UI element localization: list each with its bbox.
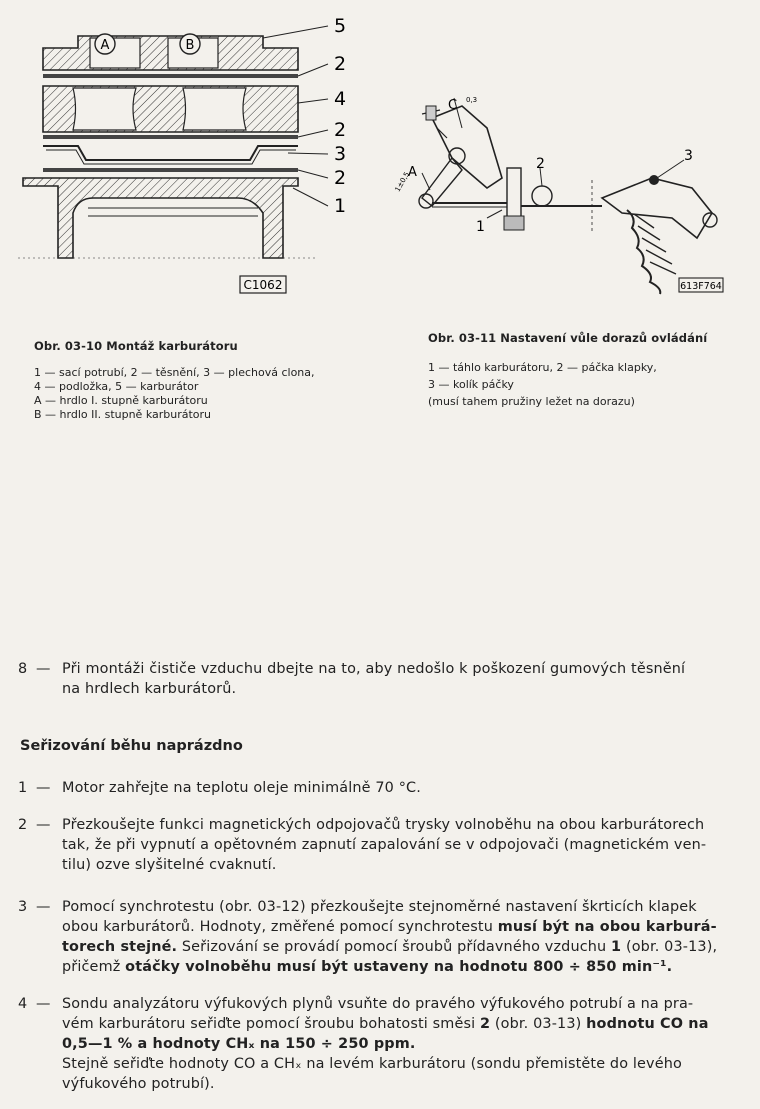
caption1-line: B — hrdlo II. stupně karburátoru [34, 408, 212, 421]
figure-carburetor-assembly [18, 8, 358, 300]
section-title: Seřizování běhu naprázdno [20, 738, 243, 754]
step-line [62, 1034, 758, 1054]
text-run: (obr. 03-13) [490, 1016, 587, 1032]
item-8 [18, 659, 748, 701]
step-line: Pomocí synchrotestu (obr. 03-12) přezkoušejte stejnoměrné nastavení škrticích klapek [62, 899, 697, 915]
callout-2c: 2 [334, 167, 347, 189]
callout-3: 3 [684, 148, 693, 164]
dim-side: 1±0,5 [393, 170, 412, 194]
callout-1: 1 [334, 195, 347, 217]
caption2-line: 3 — kolík páčky [428, 378, 514, 391]
caption2-line: 1 — táhlo karburátoru, 2 — páčka klapky, [428, 361, 657, 374]
linkage-drawing [392, 88, 732, 300]
caption2-line: (musí tahem pružiny ležet na dorazu) [428, 395, 635, 408]
step-text [62, 897, 758, 977]
callout-4: 4 [334, 88, 347, 110]
step-line: Sondu analyzátoru výfukových plynů vsuňte do pravého výfukového potrubí a na pra- [62, 996, 694, 1012]
item-text [62, 659, 758, 699]
figure-linkage-adjustment [392, 88, 732, 300]
step-text [62, 778, 758, 798]
caption2-title: Obr. 03-11 Nastavení vůle dorazů ovládání [428, 331, 708, 345]
step-line: výfukového potrubí). [62, 1076, 215, 1092]
figure1-code: C1062 [243, 278, 283, 292]
bold-run: 1 [611, 939, 622, 955]
callout-5: 5 [334, 15, 347, 37]
item-line: na hrdlech karburátorů. [62, 681, 237, 697]
step-line [62, 957, 758, 977]
caption1-body [34, 366, 315, 422]
callout-1: 1 [476, 219, 485, 235]
step-dash: — [36, 780, 51, 796]
callout-2a: 2 [334, 53, 347, 75]
step-line: Motor zahřejte na teplotu oleje minimálně 70 °C. [62, 780, 421, 796]
step-3 [18, 897, 748, 979]
bold-run: torech stejné. [62, 939, 178, 955]
caption1-line: 1 — sací potrubí, 2 — těsnění, 3 — plechová clona, [34, 366, 315, 379]
callout-2b: 2 [334, 119, 347, 141]
caption1-line: A — hrdlo I. stupně karburátoru [34, 394, 208, 407]
step-line [62, 1014, 758, 1034]
step-line: tilu) ozve slyšitelné cvaknutí. [62, 857, 277, 873]
text-run: vém karburátoru seřiďte pomocí šroubu bohatosti směsi [62, 1016, 480, 1032]
bold-run: 2 [479, 1016, 491, 1032]
carburetor-assembly-drawing [18, 8, 358, 300]
item-line: Při montáži čističe vzduchu dbejte na to, aby nedošlo k poškození gumových těsnění [62, 661, 686, 677]
step-dash: — [36, 899, 51, 915]
step-line: tak, že při vypnutí a opětovném zapnutí zapalování se v odpojovači (magnetickém ven- [62, 837, 707, 853]
callout-c: C [448, 98, 458, 113]
bold-run: otáčky volnoběhu musí být ustaveny na hodnotu 800 ÷ 850 min⁻¹. [125, 959, 673, 975]
caption1-line: 4 — podložka, 5 — karburátor [34, 380, 199, 393]
label-b-text: B [185, 38, 195, 53]
item-number: 8 [18, 661, 28, 677]
step-dash: — [36, 996, 51, 1012]
text-run: (obr. 03-13), [621, 939, 718, 955]
step-number: 3 [18, 899, 28, 915]
step-line: Přezkoušejte funkci magnetických odpojovačů trysky volnoběhu na obou karburátorech [62, 817, 705, 833]
callout-a: A [408, 165, 417, 180]
callout-2: 2 [536, 156, 545, 172]
step-1 [18, 778, 748, 800]
step-dash: — [36, 817, 51, 833]
bold-run: 0,5—1 % a hodnoty CHₓ na 150 ÷ 250 ppm. [62, 1036, 416, 1052]
step-line: Stejně seřiďte hodnoty CO a CHₓ na levém karburátoru (sondu přemistěte do levého [62, 1056, 682, 1072]
step-line [62, 937, 758, 957]
label-a-text: A [100, 38, 110, 53]
text-run: obou karburátorů. Hodnoty, změřené pomocí synchrotestu [62, 919, 498, 935]
bold-run: musí být na obou karburá- [497, 919, 717, 935]
step-2 [18, 815, 748, 877]
text-run: Seřizování se provádí pomocí šroubů přídavného vzduchu [177, 939, 612, 955]
step-number: 1 [18, 780, 28, 796]
dim-small: 0,3 [466, 96, 478, 104]
bold-run: hodnotu CO na [586, 1016, 709, 1032]
step-4 [18, 994, 748, 1098]
step-text [62, 815, 758, 875]
item-dash: — [36, 661, 51, 677]
step-text [62, 994, 758, 1094]
caption2-body [428, 359, 657, 410]
figure2-code: 613F764 [680, 281, 722, 292]
caption1-title: Obr. 03-10 Montáž karburátoru [34, 339, 238, 353]
callout-3: 3 [334, 143, 347, 165]
step-number: 4 [18, 996, 28, 1012]
text-run: přičemž [62, 959, 126, 975]
step-number: 2 [18, 817, 28, 833]
step-line [62, 917, 758, 937]
